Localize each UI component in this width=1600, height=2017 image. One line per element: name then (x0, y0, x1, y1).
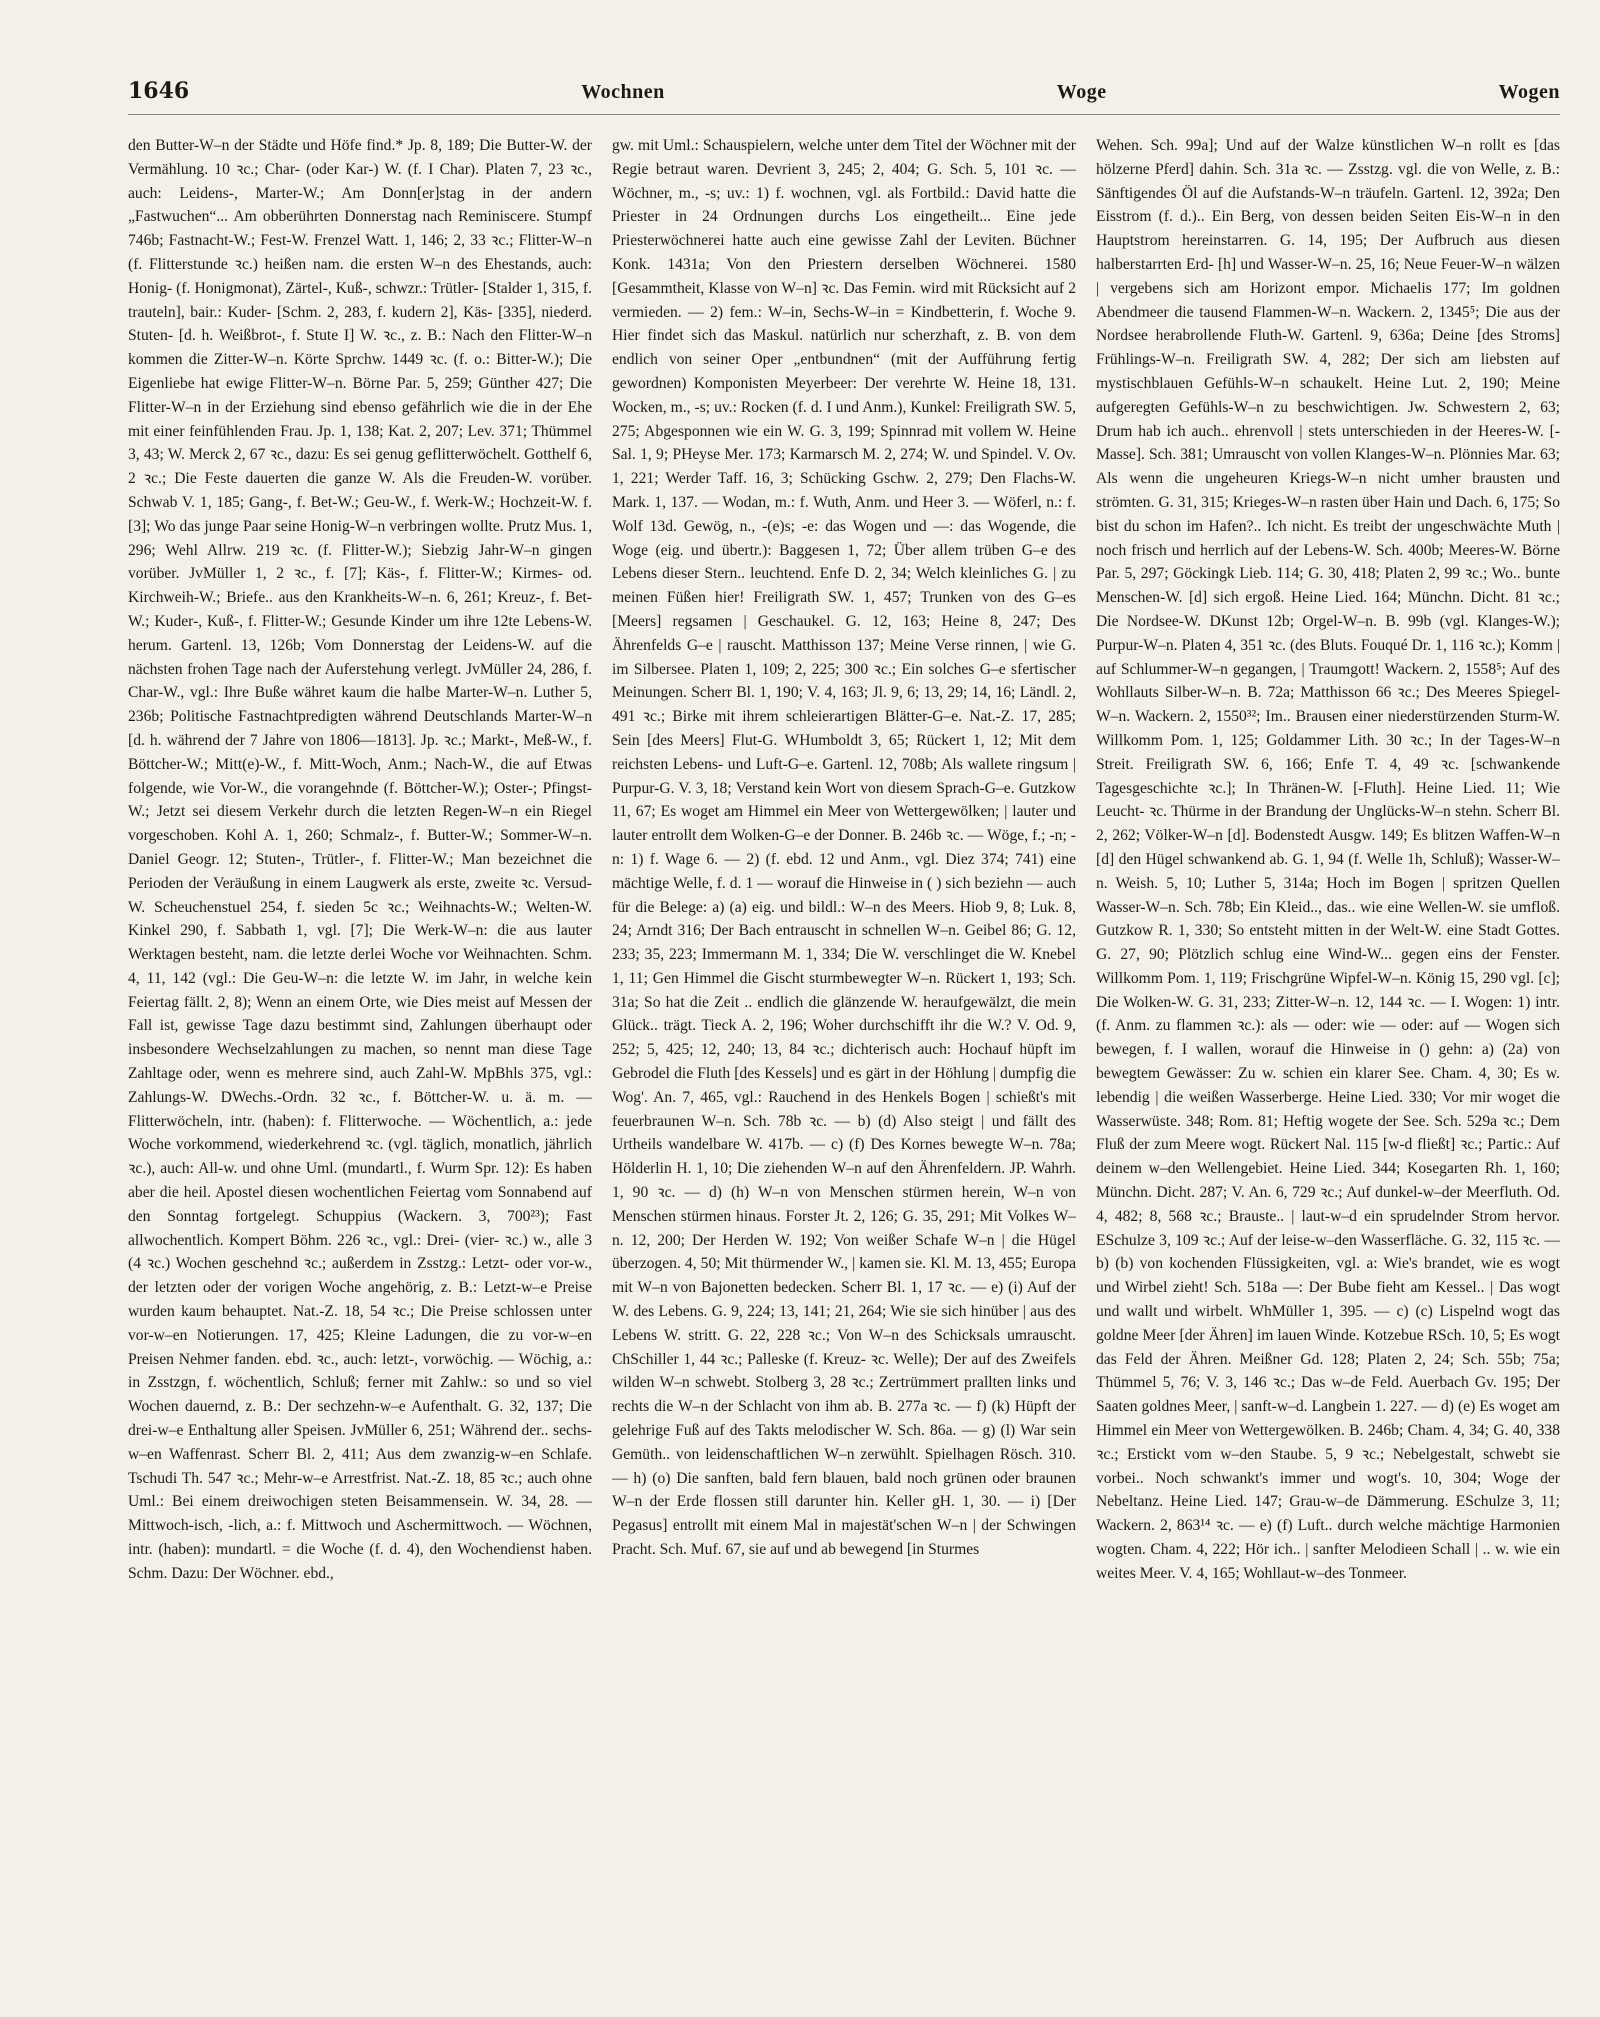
right-guide-word: Wogen (1498, 81, 1560, 103)
column-right (1096, 134, 1560, 1989)
column-middle (612, 134, 1076, 1989)
column-left (128, 134, 592, 1989)
page-number: 1646 (128, 78, 190, 104)
left-guide-word: Wochnen (581, 81, 665, 103)
running-header (128, 78, 1560, 115)
text-columns (128, 134, 1560, 1989)
column-left-text: den Butter-W–n der Städte und Höfe find.* Jp. 8, 189; Die Butter-W. der Vermählung. 10 ꝛc.; Char- (oder Kar-) W. (f. I Char). Platen 7, 23 ꝛc., auch: Leidens-, Marter-W.; Am Donn[er]stag in der andern „Fastwuchen“... Am obberührten Donnerstag nach Reminiscere. Stumpf 746b; Fastnacht-W.; Fest-W. Frenzel Watt. 1, 146; 2, 33 ꝛc.; Flitter-W–n (f. Flitterstunde ꝛc.) heißen nam. die ersten W–n des Ehestands, auch: Honig- (f. Honigmonat), Zärtel-, Kuß-, schwzr.: Trütler- [Stalder 1, 315, f. trauteln], bair.: Kuder- [Schm. 2, 283, f. kudern 2], Käs- [335], niederd. Stuten- [d. h. Weißbrot-, f. Stute I] W. ꝛc., z. B.: Nach den Flitter-W–n kommen die Zitter-W–n. Körte Sprchw. 1449 ꝛc. (f. o.: Bitter-W.); Die Eigenliebe hat ewige Flitter-W–n. Börne Par. 5, 259; Günther 427; Die Flitter-W–n in der Erziehung sind ebenso gefährlich wie die in der Ehe mit einer feinfühlenden Frau. Jp. 1, 138; Kat. 2, 207; Lev. 371; Thümmel 3, 43; W. Merck 2, 67 ꝛc., dazu: Es sei genug geflitterwöchelt. Gotthelf 6, 2 ꝛc.; Die Feste dauerten die ganze W. Als die Freuden-W. vorüber. Schwab V. 1, 185; Gang-, f. Bet-W.; Geu-W., f. Werk-W.; Hochzeit-W. f. [3]; Wo das junge Paar seine Honig-W–n verbringen wollte. Prutz Mus. 1, 296; Wehl Allrw. 219 ꝛc. (f. Flitter-W.); Siebzig Jahr-W–n gingen vorüber. JvMüller 1, 2 ꝛc., f. [7]; Käs-, f. Flitter-W.; Kirmes- od. Kirchweih-W.; Briefe.. aus den Krankheits-W–n. 6, 261; Kreuz-, f. Bet-W.; Kuder-, Kuß-, f. Flitter-W.; Gesunde Kinder um ihre 12te Lebens-W. herum. Gartenl. 13, 126b; Vom Donnerstag der Leidens-W. auf die nächsten frohen Tage nach der Auferstehung verlegt. JvMüller 24, 286, f. Char-W., vgl.: Ihre Buße währet kaum die halbe Marter-W–n. Luther 5, 236b; Politische Fastnachtpredigten während Deutschlands Marter-W–n [d. h. während der 7 Jahre von 1806—1813]. Jp. ꝛc.; Markt-, Meß-W., f. Böttcher-W.; Mitt(e)-W., f. Mitt-Woch, Anm.; Nach-W., die auf Etwas folgende, wie Vor-W., die vorangehnde (f. Böttcher-W.); Oster-; Pfingst-W.; Jetzt sei diesem Verkehr durch die letzten Regen-W–n ein Riegel vorgeschoben. Kohl A. 1, 260; Schmalz-, f. Butter-W.; Sommer-W–n. Daniel Geogr. 12; Stuten-, Trütler-, f. Flitter-W.; Man bezeichnet die Perioden der Veräußung in einem Laugwerk als erste, zweite ꝛc. Versud-W. Scheuchenstuel 254, f. sieden 5c ꝛc.; Weihnachts-W.; Welten-W. Kinkel 290, f. Sabbath 1, vgl. [7]; Die Werk-W–n: die aus lauter Werktagen besteht, nam. die letzte derlei Woche vor Weihnachten. Schm. 4, 11, 142 (vgl.: Die Geu-W–n: die letzte W. im Jahr, in welche kein Feiertag fällt. 2, 8); Wenn an einem Orte, wie Dies meist auf Messen der Fall ist, gewisse Tage dazu bestimmt sind, Zahlungen überhaupt oder insbesondere Wechselzahlungen zu machen, so nennt man diese Tage Zahltage oder, wenn es mehrere sind, auch Zahl-W. MpBhls 375, vgl.: Zahlungs-W. DWechs.-Ordn. 32 ꝛc., f. Böttcher-W. u. ä. m. — Flitterwöcheln, intr. (haben): f. Flitterwoche. — Wöchentlich, a.: jede Woche vorkommend, wiederkehrend ꝛc. (vgl. täglich, monatlich, jährlich ꝛc.), auch: All-w. und ohne Uml. (mundartl., f. Wurm Spr. 12): Es haben aber die heil. Apostel diesen wochentlichen Feiertag vom Sonnabend auf den Sonntag fortgelegt. Schuppius (Wackern. 3, 700²³); Fast allwochentlich. Kompert Böhm. 226 ꝛc., vgl.: Drei- (vier- ꝛc.) w., alle 3 (4 ꝛc.) Wochen geschehnd ꝛc.; außerdem in Zsstzg.: Letzt- oder vor-w., der letzten oder der vorigen Woche angehörig, z. B.: Letzt-w–e Preise wurden kaum behauptet. Nat.-Z. 18, 54 ꝛc.; Die Preise schlossen unter vor-w–en Notierungen. 17, 425; Kleine Ladungen, die zu vor-w–en Preisen Nehmer fanden. ebd. ꝛc., auch: letzt-, vorwöchig. — Wöchig, a.: in Zsstzgn, f. wöchentlich, Schluß; ferner mit Zahlw.: so und so viel Wochen dauernd, z. B.: Der sechzehn-w–e Aufenthalt. G. 32, 137; Die drei-w–e Enthaltung aller Speisen. JvMüller 6, 251; Während der.. sechs-w–en Waffenrast. Scherr Bl. 2, 411; Aus dem zwanzig-w–en Schlafe. Tschudi Th. 547 ꝛc.; Mehr-w–e Arrestfrist. Nat.-Z. 18, 85 ꝛc.; auch ohne Uml.: Bei einem dreiwochigen steten Beisammensein. W. 34, 28. — Mittwoch-isch, -lich, a.: f. Mittwoch und Aschermittwoch. — Wöchnen, intr. (haben): mundartl. = die Woche (f. d. 4), den Wochendienst haben. Schm. Dazu: Der Wöchner. ebd., (128, 137, 592, 1582)
column-right-text: Wehen. Sch. 99a]; Und auf der Walze künstlichen W–n rollt es [das hölzerne Pferd] dahin. Sch. 31a ꝛc. — Zsstzg. vgl. die von Welle, z. B.: Sänftigendes Öl auf die Aufstands-W–n träufeln. Gartenl. 12, 392a; Den Eisstrom (f. d.).. Ein Berg, von dessen beiden Seiten Eis-W–n in den Hauptstrom hereinstarren. G. 14, 195; Der Aufbruch aus diesen halberstarrten Erd- [h] und Wasser-W–n. 25, 16; Neue Feuer-W–n wälzen | vergebens sich am Horizont empor. Michaelis 177; Im goldnen Abendmeer die tausend Flammen-W–n. Wackern. 2, 1345⁵; Die aus der Nordsee herabrollende Fluth-W. Gartenl. 9, 636a; Deine [des Stroms] Frühlings-W–n. Freiligrath SW. 4, 282; Der sich am liebsten auf mystischblauen Gefühls-W–n schaukelt. Heine Lut. 2, 190; Meine aufgeregten Gefühls-W–n zu beschwichtigen. Jw. Schwestern 2, 63; Drum hab ich auch.. ehrenvoll | stets unterschieden in der Heeres-W. [-Masse]. Sch. 381; Umrauscht von vollen Klanges-W–n. Plönnies Mar. 63; Als wenn die ungeheuren Kriegs-W–n nicht umher brausten und strömten. G. 31, 315; Krieges-W–n rasten über Hain und Dach. 6, 175; So bist du schon im Hafen?.. Ich nicht. Es treibt der ungeschwächte Muth | noch frisch und herrlich auf der Lebens-W. Sch. 400b; Meeres-W. Börne Par. 5, 297; Göckingk Lieb. 114; G. 30, 418; Platen 2, 99 ꝛc.; Wo.. bunte Menschen-W. [d] sich ergoß. Heine Lied. 164; Münchn. Dicht. 81 ꝛc.; Die Nordsee-W. DKunst 12b; Orgel-W–n. B. 99b (vgl. Klanges-W.); Purpur-W–n. Platen 4, 351 ꝛc. (des Bluts. Fouqué Dr. 1, 116 ꝛc.); Komm | auf Schlummer-W–n gegangen, | Traumgott! Wackern. 2, 1558⁵; Auf des Wohllauts Silber-W–n. B. 72a; Matthisson 66 ꝛc.; Des Meeres Spiegel-W–n. Wackern. 2, 1550³²; Im.. Brausen einer niederstürzenden Sturm-W. Willkomm Pom. 1, 125; Goldammer Lith. 30 ꝛc.; In der Tages-W–n Streit. Freiligrath SW. 6, 166; Enfe T. 4, 49 ꝛc. [schwankende Tagesgeschichte ꝛc.]; In Thränen-W. [-Fluth]. Heine Lied. 11; Wie Leucht- ꝛc. Thürme in der Brandung der Unglücks-W–n stehn. Scherr Bl. 2, 262; Völker-W–n [d]. Bodenstedt Ausgw. 149; Es blitzen Waffen-W–n [d] den Hügel schwankend ab. G. 1, 94 (f. Welle 1h, Schluß); Wasser-W–n. Weish. 5, 10; Luther 5, 314a; Hoch im Bogen | spritzen Quellen Wasser-W–n. Sch. 78b; Ein Kleid.., das.. wie eine Wellen-W. sie umfloß. Gutzkow R. 1, 330; So entsteht mitten in der Welt-W. eine Stadt Gottes. G. 27, 90; Plötzlich schlug eine Wind-W... gegen eins der Fenster. Willkomm Pom. 1, 119; Frischgrüne Wipfel-W–n. König 15, 290 vgl. [c]; Die Wolken-W. G. 31, 233; Zitter-W–n. 12, 144 ꝛc. — I. Wogen: 1) intr. (f. Anm. zu flammen ꝛc.): als — oder: wie — oder: auf — Wogen sich bewegen, f. I wallen, worauf die Hinweise in () gehn: a) (2a) von bewegtem Gewässer: Zu w. schien ein klarer See. Cham. 4, 30; Es w. lebendig | die weißen Wasserberge. Heine Lied. 330; Vor mir woget die Wasserwüste. 348; Rom. 81; Heftig wogete der See. Sch. 529a ꝛc.; Dem Fluß der zum Meere wogt. Rückert Nal. 115 [w-d fließt] ꝛc.; Partic.: Auf deinem w–den Wellengebiet. Heine Lied. 344; Kosegarten Rh. 1, 160; Münchn. Dicht. 287; V. An. 6, 729 ꝛc.; Auf dunkel-w–der Meerfluth. Od. 4, 482; 8, 568 ꝛc.; Brauste.. | laut-w–d ein sprudelnder Strom hervor. ESchulze 3, 109 ꝛc.; Auf der leise-w–den Wasserfläche. G. 32, 115 ꝛc. — b) (b) von kochenden Flüssigkeiten, vgl. a: Wie's brandet, wie es wogt und Wirbel zieht! Sch. 518a —: Der Bube fieht am Kessel.. | Das wogt und wallt und wirbelt. WhMüller 1, 395. — c) (c) Lispelnd wogt das goldne Meer [der Ähren] im lauen Winde. Kotzebue RSch. 10, 5; Es wogt das Feld der Ähren. Meißner Gd. 128; Platen 2, 24; Sch. 55b; 75a; Thümmel 5, 76; V. 3, 146 ꝛc.; Das w–de Feld. Auerbach Gv. 195; Der Saaten goldnes Meer, | sanft-w–d. Langbein 1. 227. — d) (e) Es woget am Himmel ein Meer von Wettergewölken. B. 246b; Cham. 4, 34; G. 40, 338 ꝛc.; Erstickt vom w–den Staube. 5, 9 ꝛc.; Nebelgestalt, schwebt sie vorbei.. Noch schwankt's immer und wogt's. 10, 304; Woge der Nebeltanz. Heine Lied. 147; Grau-w–de Dämmerung. ESchulze 3, 11; Wackern. 2, 863¹⁴ ꝛc. — e) (f) Luft.. durch welche mächtige Harmonien wogten. Cham. 4, 222; Hör ich.. | sanfter Melodieen Schall | .. w. wie ein weites Meer. V. 4, 165; Wohllaut-w–des Tonmeer. (1096, 137, 1560, 1582)
center-guide-word: Woge (1056, 81, 1107, 103)
column-middle-text: gw. mit Uml.: Schauspielern, welche unter dem Titel der Wöchner mit der Regie betraut waren. Devrient 3, 245; 2, 404; G. Sch. 5, 101 ꝛc. — Wöchner, m., -s; uv.: 1) f. wochnen, vgl. als Fortbild.: David hatte die Priester in 24 Ordnungen durchs Los eingetheilt... Eine jede Priesterwöchnerei hatte auch eine gewisse Zahl der Leviten. Büchner Konk. 1431a; Von den Priestern derselben Wöchnerei. 1580 [Gesammtheit, Klasse von W–n] ꝛc. Das Femin. wird mit Rücksicht auf 2 vermieden. — 2) fem.: W–in, Sechs-W–in = Kindbetterin, f. Woche 9. Hier findet sich das Maskul. natürlich nur scherzhaft, z. B. von dem endlich von seiner Oper „entbundnen“ (mit der Aufführung fertig gewordnen) Komponisten Meyerbeer: Der verehrte W. Heine 18, 131. Wocken, m., -s; uv.: Rocken (f. d. I und Anm.), Kunkel: Freiligrath SW. 5, 275; Abgesponnen wie ein W. G. 3, 199; Spinnrad mit vollem W. Heine Sal. 1, 9; PHeyse Mer. 173; Karmarsch M. 2, 274; W. und Spindel. V. Ov. 1, 221; Werder Taff. 16, 3; Schücking Gschw. 2, 279; Den Flachs-W. Mark. 1, 137. — Wodan, m.: f. Wuth, Anm. und Heer 3. — Wöferl, n.: f. Wolf 13d. Gewög, n., -(e)s; -e: das Wogen und —: das Wogende, die Woge (eig. und übertr.): Baggesen 1, 72; Über allem trüben G–e des Lebens dieser Stern.. leuchtend. Enfe D. 2, 34; Welch kleinliches G. | zu meinen Füßen hier! Freiligrath SW. 1, 457; Trunken von des G–es [Meers] regsamen | Geschaukel. G. 12, 163; Heine 8, 247; Des Ährenfelds G–e | rauscht. Matthisson 137; Meine Verse rinnen, | wie G. im Silbersee. Platen 1, 109; 2, 225; 300 ꝛc.; Ein solches G–e sfertischer Meinungen. Scherr Bl. 1, 190; V. 4, 163; Jl. 9, 6; 13, 29; 14, 16; Ländl. 2, 491 ꝛc.; Birke mit ihrem schleierartigen Blätter-G–e. Nat.-Z. 17, 285; Sein [des Meers] Flut-G. WHumboldt 3, 65; Rückert 1, 12; Mit dem reichsten Lebens- und Luft-G–e. Gartenl. 12, 708b; Als wallete ringsum | Purpur-G. V. 3, 18; Verstand kein Wort von diesem Sprach-G–e. Gutzkow 11, 67; Es woget am Himmel ein Meer von Wettergewölken; | lauter und lauter entrollt dem Wolken-G–e der Donner. B. 246b ꝛc. — Wöge, f.; -n; -n: 1) f. Wage 6. — 2) (f. ebd. 12 und Anm., vgl. Diez 374; 741) eine mächtige Welle, f. d. 1 — worauf die Hinweise in ( ) sich beziehn — auch für die Belege: a) (a) eig. und bildl.: W–n des Meers. Hiob 9, 8; Luk. 8, 24; Arndt 316; Der Bach entrauscht in schnellen W–n. Geibel 86; G. 12, 233; 35, 223; Immermann M. 1, 334; Die W. verschlinget die W. Knebel 1, 11; Gen Himmel die Gischt sturmbewegter W–n. Rückert 1, 193; Sch. 31a; So hat die Zeit .. endlich die glänzende W. heraufgewälzt, die mein Glück.. trägt. Tieck A. 2, 196; Woher durchschifft ihr die W.? V. Od. 9, 252; 5, 425; 12, 240; 13, 84 ꝛc.; dichterisch auch: Hochauf hüpft im Gebrodel die Fluth [des Kessels] und es gärt in der Höhlung | dumpfig die Wog'. An. 7, 465, vgl.: Rauchend in des Henkels Bogen | schießt's mit feuerbraunen W–n. Sch. 78b ꝛc. — b) (d) Also steigt | und fällt des Urtheils wandelbare W. 417b. — c) (f) Des Kornes bewegte W–n. 78a; Hölderlin H. 1, 10; Die ziehenden W–n auf den Ährenfeldern. JP. Wahrh. 1, 90 ꝛc. — d) (h) W–n von Menschen stürmen herein, W–n von Menschen stürmen hinaus. Forster Jt. 2, 126; G. 35, 291; Mit Volkes W–n. 12, 200; Der Herden W. 192; Von weißer Schafe W–n | die Hügel überzogen. 4, 50; Mit thürmender W., | kamen sie. Kl. M. 13, 455; Europa mit W–n von Bajonetten bedecken. Scherr Bl. 1, 17 ꝛc. — e) (i) Auf der W. des Lebens. G. 9, 224; 13, 141; 21, 264; Wie sie sich hinüber | aus des Lebens W. stritt. G. 22, 228 ꝛc.; Von W–n des Schicksals umrauscht. ChSchiller 1, 44 ꝛc.; Palleske (f. Kreuz- ꝛc. Welle); Der auf des Zweifels wilden W–n schwebt. Stolberg 3, 28 ꝛc.; Zertrümmert prallten links und rechts die W–n der Schlacht von ihm ab. B. 277a ꝛc. — f) (k) Hüpft der gelehrige Fuß auf des Takts melodischer W. Sch. 86a. — g) (l) War sein Gemüth.. von leidenschaftlichen W–n zerwühlt. Spielhagen Rösch. 310. — h) (o) Die sanften, bald fern blauen, bald noch grünen oder braunen W–n der Erde flossen still darunter hin. Keller gH. 1, 30. — i) [Der Pegasus] entrollt mit einem Mal in majestät'schen W–n | der Schwingen Pracht. Sch. Muf. 67, sie auf und ab bewegend [in Sturmes (612, 137, 1076, 1559)
